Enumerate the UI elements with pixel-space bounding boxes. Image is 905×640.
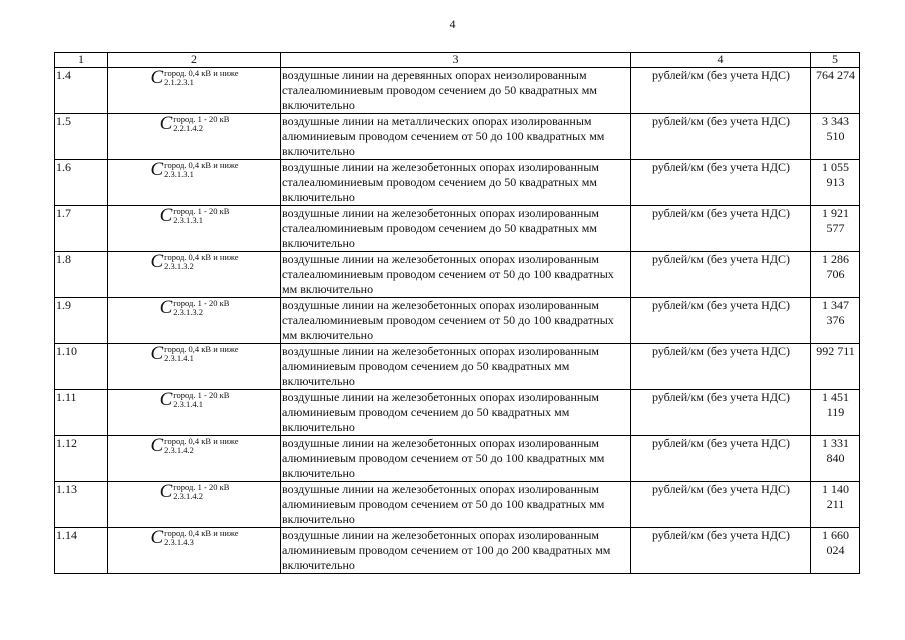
rate-value: 1 451 119	[811, 390, 860, 436]
rate-value: 992 711	[811, 344, 860, 390]
column-header-5: 5	[811, 53, 860, 68]
line-description: воздушные линии на железобетонных опорах изолированным сталеалюминиевым проводом сечением до 50 квадратных мм включительно	[281, 206, 631, 252]
line-description: воздушные линии на железобетонных опорах изолированным алюминиевым проводом сечением до 50 квадратных мм включительно	[281, 390, 631, 436]
row-number: 1.6	[55, 160, 108, 206]
rate-formula	[108, 390, 281, 436]
line-description: воздушные линии на железобетонных опорах изолированным алюминиевым проводом сечением от 50 до 100 квадратных мм включительно	[281, 436, 631, 482]
formula-symbol: C	[150, 435, 164, 456]
column-header-3: 3	[281, 53, 631, 68]
rate-formula	[108, 528, 281, 574]
line-description: воздушные линии на железобетонных опорах изолированным алюминиевым проводом сечением от 100 до 200 квадратных мм включительно	[281, 528, 631, 574]
row-number: 1.5	[55, 114, 108, 160]
formula-superscript: город. 0,4 кВ и ниже	[164, 528, 239, 538]
table-row	[55, 114, 860, 160]
row-number: 1.11	[55, 390, 108, 436]
formula-superscript: город. 1 - 20 кВ	[173, 298, 230, 308]
unit-label: рублей/км (без учета НДС)	[631, 298, 811, 344]
formula-superscript: город. 0,4 кВ и ниже	[164, 160, 239, 170]
formula-superscript: город. 0,4 кВ и ниже	[164, 68, 239, 78]
formula-symbol: C	[150, 343, 164, 364]
row-number: 1.13	[55, 482, 108, 528]
row-number: 1.7	[55, 206, 108, 252]
formula-superscript: город. 1 - 20 кВ	[173, 390, 230, 400]
row-number: 1.8	[55, 252, 108, 298]
formula-superscript: город. 1 - 20 кВ	[173, 482, 230, 492]
row-number: 1.9	[55, 298, 108, 344]
formula-symbol: C	[150, 527, 164, 548]
rate-value: 1 660 024	[811, 528, 860, 574]
unit-label: рублей/км (без учета НДС)	[631, 344, 811, 390]
formula-subscript: 2.3.1.3.2	[173, 307, 204, 317]
rate-formula	[108, 436, 281, 482]
rate-formula	[108, 298, 281, 344]
unit-label: рублей/км (без учета НДС)	[631, 206, 811, 252]
unit-label: рублей/км (без учета НДС)	[631, 252, 811, 298]
column-header-4: 4	[631, 53, 811, 68]
formula-subscript: 2.3.1.4.1	[164, 353, 194, 363]
line-description: воздушные линии на деревянных опорах неизолированным сталеалюминиевым проводом сечением до 50 квадратных мм включительно	[281, 68, 631, 114]
rate-value: 1 140 211	[811, 482, 860, 528]
formula-superscript: город. 1 - 20 кВ	[173, 206, 230, 216]
column-header-1: 1	[55, 53, 108, 68]
formula-subscript: 2.2.1.4.2	[173, 123, 204, 133]
column-header-2: 2	[108, 53, 281, 68]
unit-label: рублей/км (без учета НДС)	[631, 528, 811, 574]
rate-value: 3 343 510	[811, 114, 860, 160]
rate-value: 1 347 376	[811, 298, 860, 344]
unit-label: рублей/км (без учета НДС)	[631, 390, 811, 436]
formula-subscript: 2.3.1.4.1	[173, 399, 204, 409]
table-row	[55, 298, 860, 344]
row-number: 1.14	[55, 528, 108, 574]
line-description: воздушные линии на железобетонных опорах изолированным алюминиевым проводом сечением от 50 до 100 квадратных мм включительно	[281, 482, 631, 528]
formula-subscript: 2.3.1.3.1	[173, 215, 204, 225]
table-row	[55, 206, 860, 252]
formula-subscript: 2.1.2.3.1	[164, 77, 194, 87]
tariff-table	[54, 52, 860, 574]
table-header-row	[55, 53, 860, 68]
formula-subscript: 2.3.1.3.1	[164, 169, 194, 179]
formula-symbol: C	[150, 251, 164, 272]
formula-symbol: C	[159, 481, 173, 502]
table-row	[55, 160, 860, 206]
formula-superscript: город. 1 - 20 кВ	[173, 114, 230, 124]
rate-formula	[108, 68, 281, 114]
unit-label: рублей/км (без учета НДС)	[631, 114, 811, 160]
rate-formula	[108, 160, 281, 206]
unit-label: рублей/км (без учета НДС)	[631, 160, 811, 206]
table-row	[55, 68, 860, 114]
rate-formula	[108, 114, 281, 160]
unit-label: рублей/км (без учета НДС)	[631, 436, 811, 482]
formula-symbol: C	[159, 113, 173, 134]
formula-subscript: 2.3.1.3.2	[164, 261, 194, 271]
formula-subscript: 2.3.1.4.2	[164, 445, 194, 455]
formula-superscript: город. 0,4 кВ и ниже	[164, 436, 239, 446]
formula-superscript: город. 0,4 кВ и ниже	[164, 344, 239, 354]
table-row	[55, 344, 860, 390]
line-description: воздушные линии на железобетонных опорах изолированным сталеалюминиевым проводом сечением до 50 квадратных мм включительно	[281, 160, 631, 206]
table-row	[55, 252, 860, 298]
row-number: 1.12	[55, 436, 108, 482]
formula-symbol: C	[150, 67, 164, 88]
rate-value: 1 055 913	[811, 160, 860, 206]
formula-symbol: C	[159, 389, 173, 410]
rate-value: 1 286 706	[811, 252, 860, 298]
table-row	[55, 436, 860, 482]
formula-subscript: 2.3.1.4.2	[173, 491, 204, 501]
row-number: 1.10	[55, 344, 108, 390]
rate-value: 1 331 840	[811, 436, 860, 482]
formula-superscript: город. 0,4 кВ и ниже	[164, 252, 239, 262]
rate-value: 1 921 577	[811, 206, 860, 252]
formula-symbol: C	[159, 205, 173, 226]
formula-subscript: 2.3.1.4.3	[164, 537, 194, 547]
rate-formula	[108, 344, 281, 390]
formula-symbol: C	[159, 297, 173, 318]
table-row	[55, 528, 860, 574]
line-description: воздушные линии на железобетонных опорах изолированным сталеалюминиевым проводом сечением от 50 до 100 квадратных мм включительно	[281, 252, 631, 298]
line-description: воздушные линии на металлических опорах изолированным алюминиевым проводом сечением от 50 до 100 квадратных мм включительно	[281, 114, 631, 160]
table-row	[55, 482, 860, 528]
unit-label: рублей/км (без учета НДС)	[631, 482, 811, 528]
line-description: воздушные линии на железобетонных опорах изолированным сталеалюминиевым проводом сечением от 50 до 100 квадратных мм включительно	[281, 298, 631, 344]
formula-symbol: C	[150, 159, 164, 180]
line-description: воздушные линии на железобетонных опорах изолированным алюминиевым проводом сечением до 50 квадратных мм включительно	[281, 344, 631, 390]
unit-label: рублей/км (без учета НДС)	[631, 68, 811, 114]
row-number: 1.4	[55, 68, 108, 114]
rate-value: 764 274	[811, 68, 860, 114]
rate-formula	[108, 206, 281, 252]
rate-formula	[108, 482, 281, 528]
table-row	[55, 390, 860, 436]
page-number: 4	[449, 17, 456, 31]
rate-formula	[108, 252, 281, 298]
